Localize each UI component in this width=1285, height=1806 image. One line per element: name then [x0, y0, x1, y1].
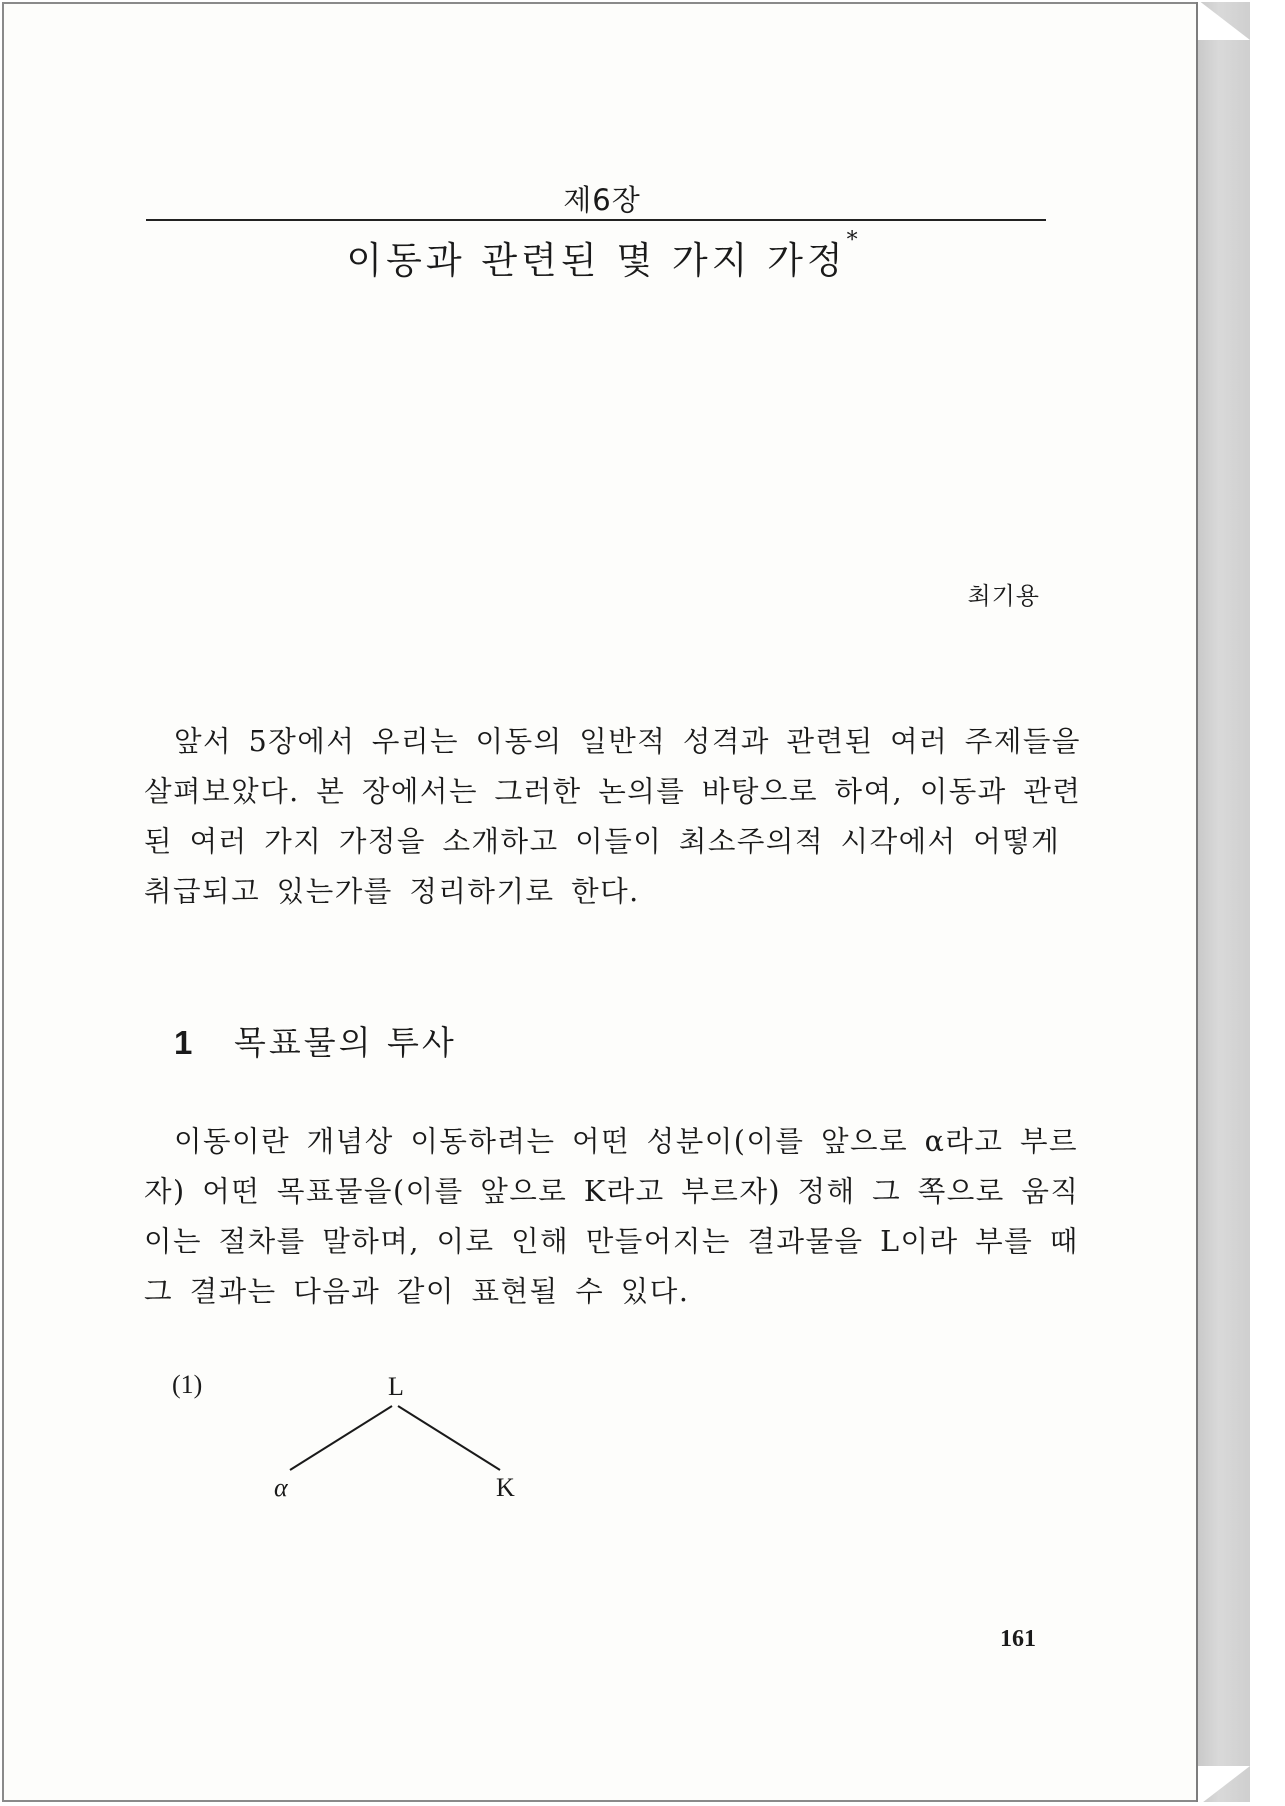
footnote-mark: *	[846, 228, 858, 253]
paragraph-line: 앞서 5장에서 우리는 이동의 일반적 성격과 관련된 여러 주제들을	[174, 725, 1081, 758]
chapter-label: 제6장	[563, 183, 641, 217]
author-name: 최기용	[967, 582, 1040, 610]
section-heading	[174, 1017, 457, 1064]
book-page	[2, 2, 1198, 1802]
paragraph-line: 이는 절차를 말하며, 이로 인해 만들어지는 결과물을 L이라 부를 때	[144, 1225, 1079, 1258]
paragraph-line: 살펴보았다. 본 장에서는 그러한 논의를 바탕으로 하여, 이동과 관련	[144, 775, 1082, 808]
chapter-title-text: 이동과 관련된 몇 가지 가정	[346, 239, 847, 282]
chapter-title	[4, 230, 1200, 284]
paragraph-line: 그 결과는 다음과 같이 표현될 수 있다.	[144, 1275, 690, 1308]
intro-paragraph	[144, 717, 1082, 917]
syntax-tree	[264, 1364, 544, 1504]
section-number: 1	[174, 1024, 193, 1061]
paragraph-line: 이동이란 개념상 이동하려는 어떤 성분이(이를 앞으로 α라고 부르	[174, 1125, 1079, 1158]
tree-right-branch	[398, 1406, 500, 1470]
paragraph-line: 자) 어떤 목표물을(이를 앞으로 K라고 부르자) 정해 그 쪽으로 움직	[144, 1175, 1080, 1208]
tree-left-branch	[290, 1406, 392, 1470]
tree-left-label: α	[274, 1473, 288, 1502]
paragraph-line: 취급되고 있는가를 정리하기로 한다.	[144, 875, 640, 908]
chapter-rule	[146, 219, 1046, 221]
section-paragraph	[144, 1117, 1080, 1317]
page-number: 161	[1000, 1626, 1036, 1652]
section-title: 목표물의 투사	[234, 1023, 457, 1062]
example-number: (1)	[172, 1370, 203, 1399]
paragraph-line: 된 여러 가지 가정을 소개하고 이들이 최소주의적 시각에서 어떻게	[144, 825, 1061, 858]
tree-root-label: L	[388, 1372, 404, 1401]
page-stack-edge	[1198, 2, 1250, 1802]
tree-right-label: K	[496, 1473, 515, 1502]
